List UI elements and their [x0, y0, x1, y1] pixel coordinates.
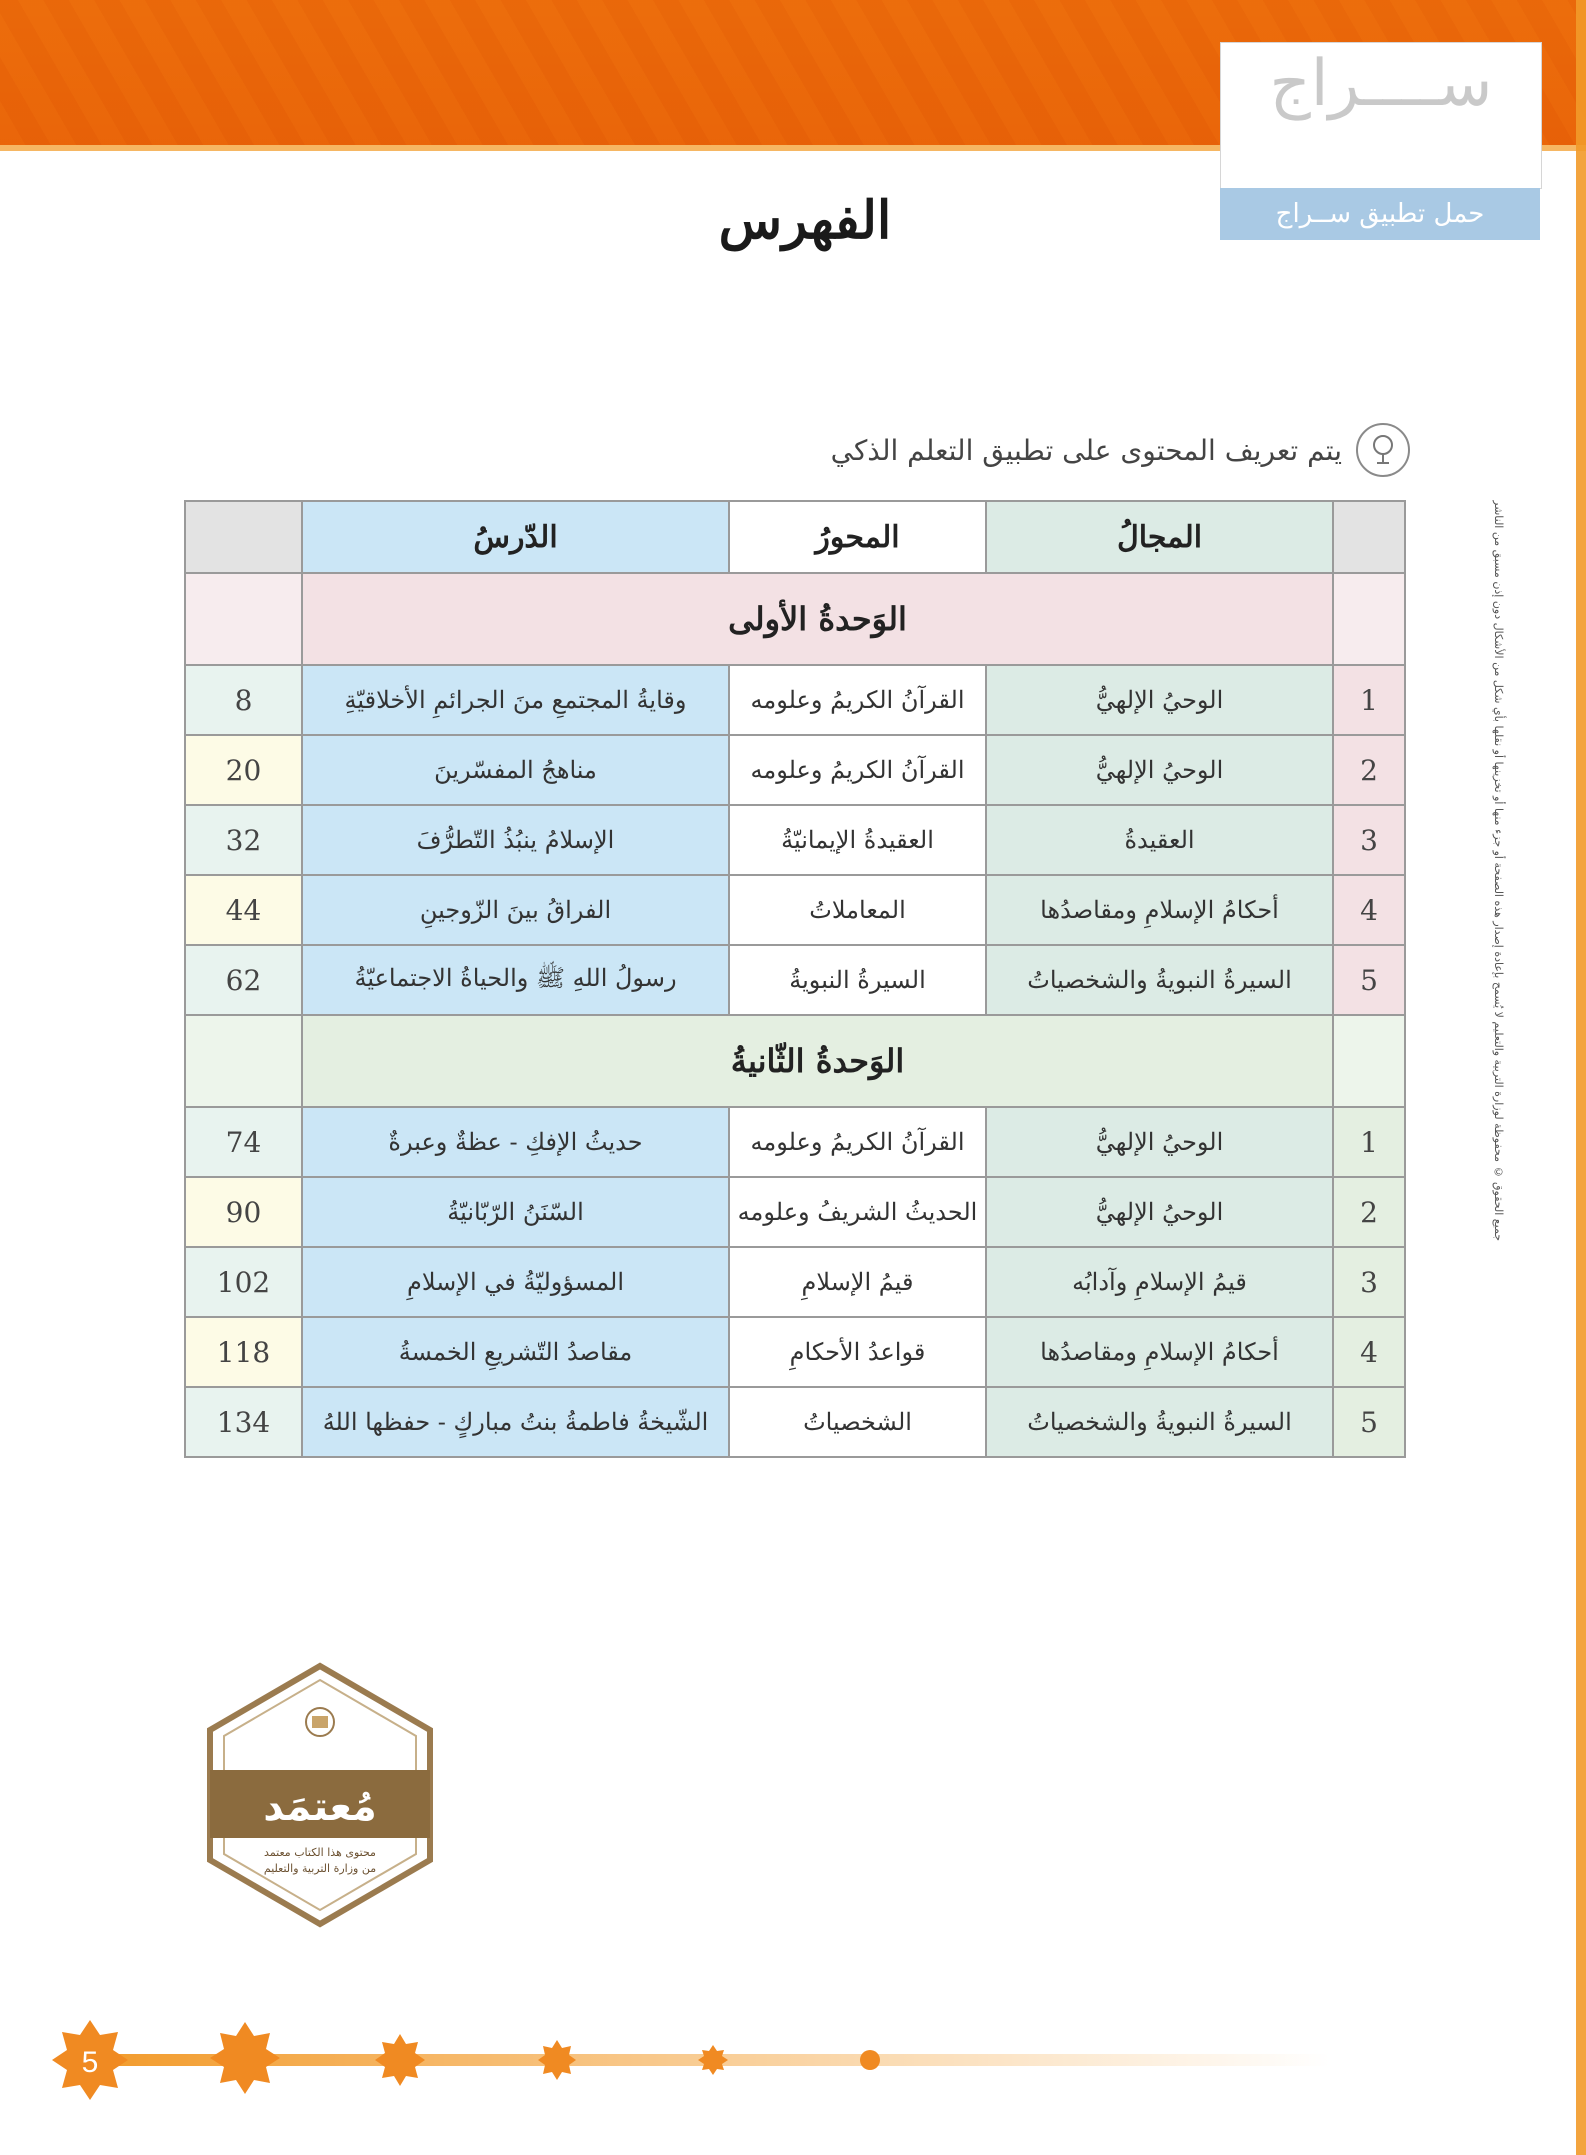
unit-title: الوَحدةُ الأولى [302, 573, 1333, 665]
footer-decoration [0, 2000, 1586, 2140]
row-lesson[interactable]: وقايةُ المجتمعِ منَ الجرائمِ الأخلاقيّةِ [302, 665, 729, 735]
row-page[interactable]: 32 [185, 805, 302, 875]
row-page[interactable]: 102 [185, 1247, 302, 1317]
tree-icon [1356, 423, 1410, 477]
star-icon [375, 2034, 425, 2086]
note-text: يتم تعريف المحتوى على تطبيق التعلم الذكي [830, 433, 1342, 467]
row-domain: الوحيُ الإلهيُّ [986, 735, 1333, 805]
row-lesson[interactable]: الإسلامُ ينبُذُ التّطرُّفَ [302, 805, 729, 875]
table-row[interactable] [185, 1177, 1405, 1247]
row-axis: الحديثُ الشريفُ وعلومه [729, 1177, 986, 1247]
row-number: 2 [1333, 735, 1405, 805]
unit-spacer [1333, 573, 1405, 665]
seal-line1: محتوى هذا الكتاب معتمد [264, 1846, 376, 1859]
row-number: 5 [1333, 945, 1405, 1015]
contents-table [184, 500, 1406, 1458]
page-title: الفهرس [718, 190, 892, 251]
row-page[interactable]: 90 [185, 1177, 302, 1247]
row-page[interactable]: 8 [185, 665, 302, 735]
row-number: 3 [1333, 805, 1405, 875]
approval-seal [200, 1660, 440, 1930]
row-axis: السيرةُ النبويةُ [729, 945, 986, 1015]
row-domain: السيرةُ النبويةُ والشخصياتُ [986, 1387, 1333, 1457]
header-lesson: الدّرسُ [302, 501, 729, 573]
unit-spacer [1333, 1015, 1405, 1107]
star-icon [210, 2022, 280, 2094]
row-lesson[interactable]: الفراقُ بينَ الزّوجينِ [302, 875, 729, 945]
row-page[interactable]: 62 [185, 945, 302, 1015]
row-axis: العقيدةُ الإيمانيّةُ [729, 805, 986, 875]
row-page[interactable]: 44 [185, 875, 302, 945]
row-number: 1 [1333, 665, 1405, 735]
row-axis: القرآنُ الكريمُ وعلومه [729, 1107, 986, 1177]
row-domain: الوحيُ الإلهيُّ [986, 1177, 1333, 1247]
unit-spacer [185, 1015, 302, 1107]
row-lesson[interactable]: مناهجُ المفسّرينَ [302, 735, 729, 805]
row-number: 3 [1333, 1247, 1405, 1317]
row-domain: أحكامُ الإسلامِ ومقاصدُها [986, 875, 1333, 945]
page-number: 5 [81, 2046, 99, 2079]
row-lesson[interactable]: الشّيخةُ فاطمةُ بنتُ مباركٍ - حفظها اللهُ [302, 1387, 729, 1457]
row-number: 1 [1333, 1107, 1405, 1177]
download-app-label[interactable]: حمل تطبيق ســراج [1220, 188, 1540, 240]
table-row[interactable] [185, 1107, 1405, 1177]
table-row[interactable] [185, 665, 1405, 735]
row-axis: قيمُ الإسلامِ [729, 1247, 986, 1317]
star-icon [538, 2040, 576, 2080]
star-icon [698, 2045, 728, 2075]
row-domain: الوحيُ الإلهيُّ [986, 1107, 1333, 1177]
row-number: 4 [1333, 1317, 1405, 1387]
smart-learning-note [760, 420, 1410, 480]
header-num-cell [1333, 501, 1405, 573]
row-page[interactable]: 74 [185, 1107, 302, 1177]
unit-spacer [185, 573, 302, 665]
row-axis: قواعدُ الأحكامِ [729, 1317, 986, 1387]
row-domain: أحكامُ الإسلامِ ومقاصدُها [986, 1317, 1333, 1387]
siraj-logo[interactable] [1220, 42, 1542, 189]
row-domain: الوحيُ الإلهيُّ [986, 665, 1333, 735]
table-row[interactable] [185, 1387, 1405, 1457]
unit-title: الوَحدةُ الثّانيةُ [302, 1015, 1333, 1107]
table-row[interactable] [185, 875, 1405, 945]
siraj-logo-text: ســــراج [1269, 47, 1493, 121]
star-icon [860, 2050, 880, 2070]
row-axis: المعاملاتُ [729, 875, 986, 945]
row-domain: قيمُ الإسلامِ وآدابُه [986, 1247, 1333, 1317]
row-domain: العقيدةُ [986, 805, 1333, 875]
table-row[interactable] [185, 805, 1405, 875]
row-number: 4 [1333, 875, 1405, 945]
row-lesson[interactable]: السّنَنُ الرّبّانيّةُ [302, 1177, 729, 1247]
row-page[interactable]: 118 [185, 1317, 302, 1387]
row-number: 5 [1333, 1387, 1405, 1457]
row-page[interactable]: 134 [185, 1387, 302, 1457]
copyright-side-text: جميع الحقوق © محفوظة لوزارة التربية والتعليم لا يُسمح بإعادة إصدار هذه الصفحة أو جزء منها أو تخزينها أو نقلها بأي شكل من الأشكال دون إذن مسبق من الناشر [1492, 500, 1505, 1242]
right-edge-strip [1576, 0, 1586, 2155]
table-header-row [185, 501, 1405, 573]
table-row[interactable] [185, 735, 1405, 805]
unit-title-row [185, 1015, 1405, 1107]
table-row[interactable] [185, 1317, 1405, 1387]
table-row[interactable] [185, 945, 1405, 1015]
seal-main-text: مُعتمَد [263, 1784, 377, 1830]
header-domain: المجالُ [986, 501, 1333, 573]
row-axis: القرآنُ الكريمُ وعلومه [729, 735, 986, 805]
header-axis: المحورُ [729, 501, 986, 573]
row-lesson[interactable]: المسؤوليّةُ في الإسلامِ [302, 1247, 729, 1317]
header-page-cell [185, 501, 302, 573]
table-row[interactable] [185, 1247, 1405, 1317]
unit-title-row [185, 573, 1405, 665]
row-lesson[interactable]: حديثُ الإفكِ - عظةٌ وعبرةٌ [302, 1107, 729, 1177]
row-axis: الشخصياتُ [729, 1387, 986, 1457]
seal-line2: من وزارة التربية والتعليم [263, 1862, 377, 1875]
row-domain: السيرةُ النبويةُ والشخصياتُ [986, 945, 1333, 1015]
row-axis: القرآنُ الكريمُ وعلومه [729, 665, 986, 735]
row-lesson[interactable]: رسولُ اللهِ ﷺ والحياةُ الاجتماعيّةُ [302, 945, 729, 1015]
row-number: 2 [1333, 1177, 1405, 1247]
row-page[interactable]: 20 [185, 735, 302, 805]
row-lesson[interactable]: مقاصدُ التّشريعِ الخمسةُ [302, 1317, 729, 1387]
